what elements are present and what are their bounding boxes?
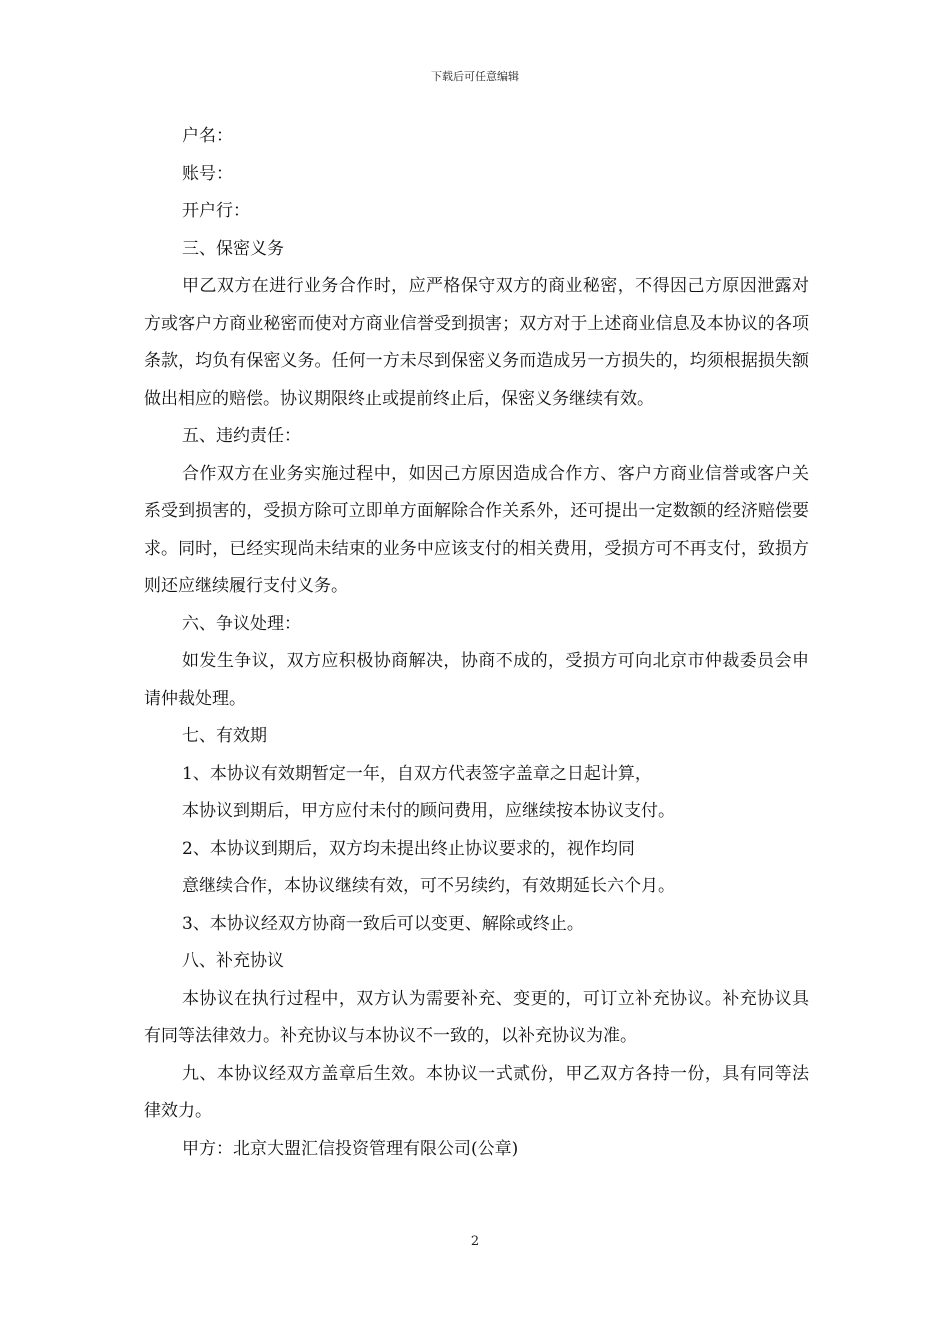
section-6-title: 六、争议处理： — [182, 613, 301, 634]
section-7-item-3: 3、本协议经双方协商一致后可以变更、解除或终止。 — [182, 913, 584, 934]
page-header: 下载后可任意编辑 — [431, 70, 519, 83]
section-9-body: 九、本协议经双方盖章后生效。本协议一式贰份，甲乙双方各持一份，具有同等法律效力。 — [144, 1063, 809, 1121]
section-7-item-1a: 1、本协议有效期暂定一年，自双方代表签字盖章之日起计算， — [182, 763, 652, 784]
section-7-item-2a: 2、本协议到期后，双方均未提出终止协议要求的，视作均同 — [182, 838, 635, 859]
bank-label: 开户行： — [182, 201, 250, 221]
party-a-signature: 甲方：北京大盟汇信投资管理有限公司(公章) — [182, 1138, 519, 1159]
section-7-title: 七、有效期 — [182, 726, 267, 746]
document-body — [144, 118, 809, 1168]
section-5-title: 五、违约责任： — [182, 426, 301, 446]
section-3-title: 三、保密义务 — [182, 238, 284, 259]
page-number: 2 — [470, 1234, 480, 1249]
section-5-body: 合作双方在业务实施过程中，如因己方原因造成合作方、客户方商业信誉或客户关系受到损害的，受损方除可立即单方面解除合作关系外，还可提出一定数额的经济赔偿要求。同时，已经实现尚未结束的业务中应该支付的相关费用，受损方可不再支付，致损方则还应继续履行支付义务。 — [144, 463, 809, 596]
section-8-title: 八、补充协议 — [182, 951, 284, 971]
account-number-label: 账号： — [182, 163, 233, 184]
section-7-item-2b: 意继续合作，本协议继续有效，可不另续约，有效期延长六个月。 — [182, 876, 675, 896]
account-name-label: 户名： — [182, 126, 233, 146]
section-3-body: 甲乙双方在进行业务合作时，应严格保守双方的商业秘密，不得因己方原因泄露对方或客户方商业秘密而使对方商业信誉受到损害；双方对于上述商业信息及本协议的各项条款，均负有保密义务。任何一方未尽到保密义务而造成另一方损失的，均须根据损失额做出相应的赔偿。协议期限终止或提前终止后，保密义务继续有效。 — [144, 276, 809, 409]
section-7-item-1b: 本协议到期后，甲方应付未付的顾问费用，应继续按本协议支付。 — [182, 801, 675, 821]
section-8-body: 本协议在执行过程中，双方认为需要补充、变更的，可订立补充协议。补充协议具有同等法律效力。补充协议与本协议不一致的，以补充协议为准。 — [144, 988, 809, 1046]
section-6-body: 如发生争议，双方应积极协商解决，协商不成的，受损方可向北京市仲裁委员会申请仲裁处理。 — [144, 651, 809, 709]
